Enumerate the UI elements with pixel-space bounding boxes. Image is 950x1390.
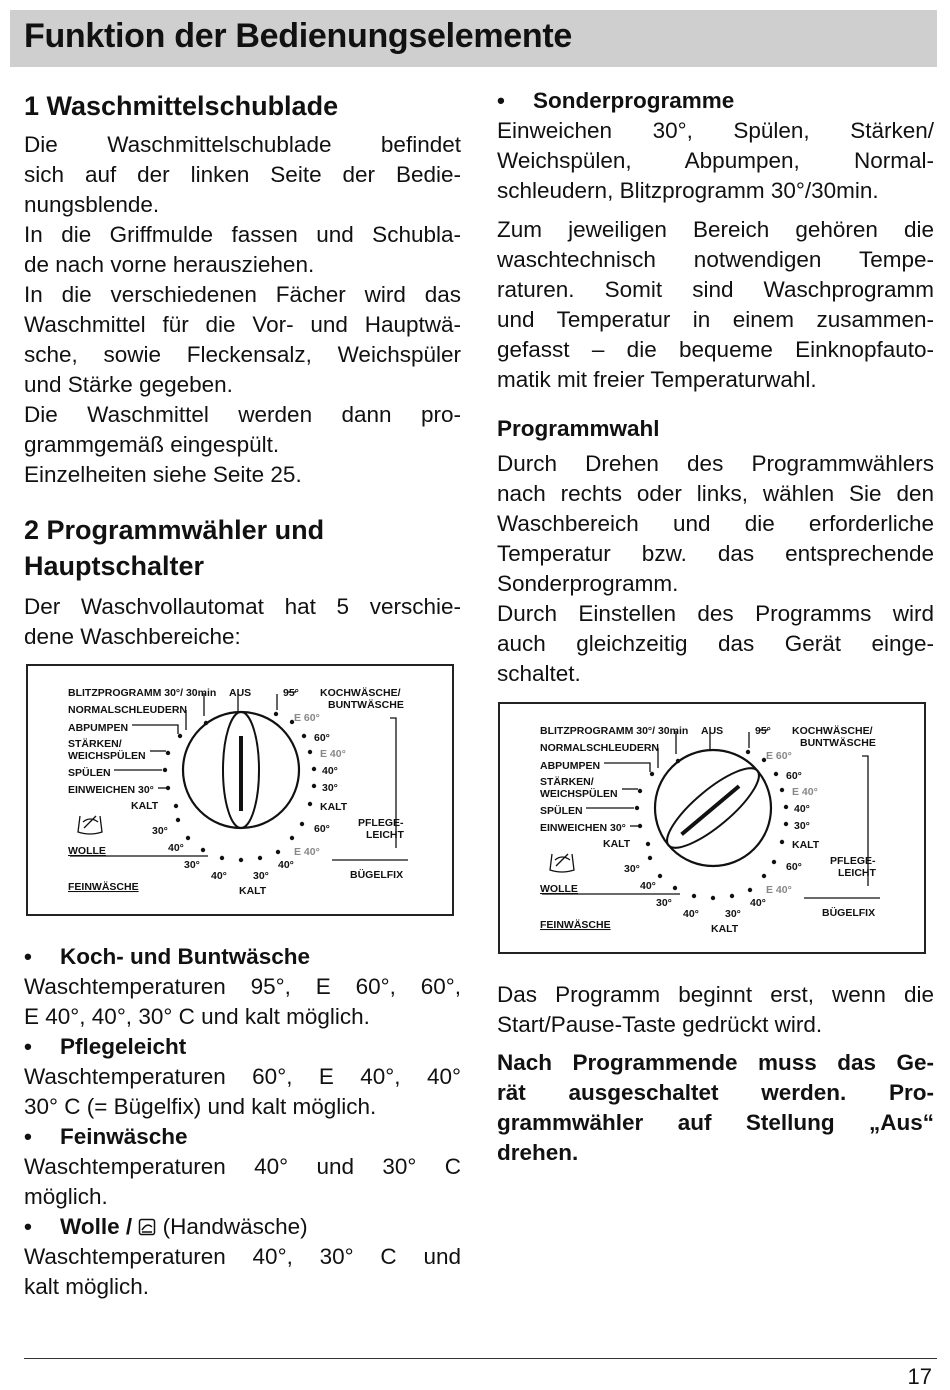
label-aus: AUS xyxy=(701,725,724,737)
label-wolle: WOLLE xyxy=(540,883,578,895)
text-line: Start/Pause-Taste gedrückt wird. xyxy=(497,1012,823,1037)
text-line: Einweichen 30°, Spülen, Stärken/ xyxy=(497,118,934,143)
section2-intro xyxy=(24,592,461,652)
label-normal: NORMALSCHLEUDERN xyxy=(68,704,187,716)
label-staerken1: STÄRKEN/ xyxy=(68,738,122,750)
text-line: Temperatur bzw. das entsprechende xyxy=(497,541,934,566)
label-einweichen: EINWEICHEN 30° xyxy=(540,822,626,834)
sonder-section xyxy=(497,86,934,206)
label-aus: AUS xyxy=(229,687,252,699)
text-line: nungsblende. xyxy=(24,192,160,217)
label-60: 60° xyxy=(314,732,330,744)
text-line: Waschbereich und die erforderliche xyxy=(497,511,934,536)
label-kalt-top: KALT xyxy=(603,838,631,850)
text-line: Durch Einstellen des Programms wird xyxy=(497,601,934,626)
label-staerken2: WEICHSPÜLEN xyxy=(540,788,618,800)
label-kalt-bottom: KALT xyxy=(239,885,267,897)
text-line: waschtechnisch notwendigen Tempe- xyxy=(497,247,934,272)
bereich-paragraph xyxy=(497,215,934,395)
label-40: 40° xyxy=(794,803,810,815)
label-kalt-bottom: KALT xyxy=(711,923,739,935)
label-e40: E 40° xyxy=(320,748,346,760)
text-line: Waschtemperaturen 40° und 30° C xyxy=(24,1154,461,1179)
label-95: 95° xyxy=(283,687,299,699)
label-spuelen: SPÜLEN xyxy=(540,805,583,817)
label-kalt-right: KALT xyxy=(320,801,348,813)
text-line: Waschtemperaturen 60°, E 40°, 40° xyxy=(24,1064,461,1089)
text-line: nach rechts oder links, wählen Sie den xyxy=(497,481,934,506)
label-abpumpen: ABPUMPEN xyxy=(68,722,129,734)
label-30-fein: 30° xyxy=(184,859,200,871)
section1-heading: 1 Waschmittelschublade xyxy=(24,91,339,121)
text-line: matik mit freier Temperaturwahl. xyxy=(497,367,817,392)
label-abpumpen: ABPUMPEN xyxy=(540,760,601,772)
label-30-wolle: 30° xyxy=(624,863,640,875)
program-dial-diagram-selected xyxy=(498,702,926,954)
label-blitz: BLITZPROGRAMM 30°/ 30min xyxy=(540,725,689,737)
label-blitz: BLITZPROGRAMM 30°/ 30min xyxy=(68,687,217,699)
label-pflege2: LEICHT xyxy=(838,867,876,879)
text-line: Waschmittel für die Vor- und Hauptwä- xyxy=(24,312,461,337)
text-line: Zum jeweiligen Bereich gehören die xyxy=(497,217,934,242)
label-40-wolle: 40° xyxy=(640,880,656,892)
label-e60: E 60° xyxy=(766,750,792,762)
label-e40: E 40° xyxy=(792,786,818,798)
label-kalt-right: KALT xyxy=(792,839,820,851)
ausschalten-note xyxy=(497,1048,934,1168)
label-40-pflege: 40° xyxy=(750,897,766,909)
text-line: grammgemäß eingespült. xyxy=(24,432,280,457)
label-40-pflege: 40° xyxy=(278,859,294,871)
text-line: grammwähler auf Stellung „Aus“ xyxy=(497,1110,934,1135)
text-line: sche, sowie Fleckensalz, Weichspüler xyxy=(24,342,461,367)
text-line: kalt möglich. xyxy=(24,1274,150,1299)
bullet-feinwaesche: • Feinwäsche xyxy=(24,1124,188,1149)
text-line: Nach Programmende muss das Ge- xyxy=(497,1050,934,1075)
programmwahl-paragraph xyxy=(497,449,934,689)
label-30-fein: 30° xyxy=(656,897,672,909)
label-e40-pflege: E 40° xyxy=(294,846,320,858)
text-line: Weichspülen, Abpumpen, Normal- xyxy=(497,148,934,173)
text-line: Waschtemperaturen 95°, E 60°, 60°, xyxy=(24,974,461,999)
start-paragraph xyxy=(497,980,934,1040)
dial-svg xyxy=(28,666,452,914)
section1-body xyxy=(24,130,461,490)
dial-svg xyxy=(500,704,924,952)
text-line: schleudern, Blitzprogramm 30°/30min. xyxy=(497,178,879,203)
page-title: Funktion der Bedienungselemente xyxy=(24,17,572,55)
label-60-pflege: 60° xyxy=(314,823,330,835)
text-line: In die verschiedenen Fächer wird das xyxy=(24,282,461,307)
label-30-bottom: 30° xyxy=(253,870,269,882)
label-30: 30° xyxy=(322,782,338,794)
text-line: möglich. xyxy=(24,1184,108,1209)
text-line: gefasst – die bequeme Einknopfauto- xyxy=(497,337,934,362)
label-koch1: KOCHWÄSCHE/ xyxy=(320,687,401,699)
bullet-sonder: • Sonderprogramme xyxy=(497,88,735,113)
label-staerken2: WEICHSPÜLEN xyxy=(68,750,146,762)
label-einweichen: EINWEICHEN 30° xyxy=(68,784,154,796)
text-line: In die Griffmulde fassen und Schubla- xyxy=(24,222,461,247)
page-header xyxy=(10,10,937,67)
text-line: und Temperatur in einem zusammen- xyxy=(497,307,934,332)
bullet-pflegeleicht: • Pflegeleicht xyxy=(24,1034,187,1059)
label-40-fein: 40° xyxy=(683,908,699,920)
label-pflege1: PFLEGE- xyxy=(830,855,876,867)
bullet-koch: • Koch- und Buntwäsche xyxy=(24,944,311,969)
label-60-pflege: 60° xyxy=(786,861,802,873)
text-line: drehen. xyxy=(497,1140,579,1165)
label-feinwaesche: FEINWÄSCHE xyxy=(540,919,611,931)
text-line: sich auf der linken Seite der Bedie- xyxy=(24,162,461,187)
label-koch1: KOCHWÄSCHE/ xyxy=(792,725,873,737)
label-wolle: WOLLE xyxy=(68,845,106,857)
text-line: de nach vorne herausziehen. xyxy=(24,252,315,277)
bullet-wolle: • Wolle / (Handwäsche) xyxy=(24,1214,308,1239)
label-buegelfix: BÜGELFIX xyxy=(350,869,404,881)
section2-heading-line2: Hauptschalter xyxy=(24,551,205,581)
text-line: Waschtemperaturen 40°, 30° C und xyxy=(24,1244,461,1269)
label-95: 95° xyxy=(755,725,771,737)
label-30-wolle: 30° xyxy=(152,825,168,837)
text-line: Die Waschmittel werden dann pro- xyxy=(24,402,461,427)
label-koch2: BUNTWÄSCHE xyxy=(328,699,404,711)
label-kalt-top: KALT xyxy=(131,800,159,812)
text-line: und Stärke gegeben. xyxy=(24,372,233,397)
text-line: Die Waschmittelschublade befindet xyxy=(24,132,461,157)
waschbereiche-list xyxy=(24,942,461,1302)
program-dial-diagram-aus xyxy=(26,664,454,916)
text-line: Durch Drehen des Programmwählers xyxy=(497,451,934,476)
programmwahl-heading: Programmwahl xyxy=(497,416,660,441)
handwash-icon xyxy=(78,816,102,834)
handwash-icon xyxy=(138,1218,156,1236)
text-line: 30° C (= Bügelfix) und kalt möglich. xyxy=(24,1094,377,1119)
label-30-bottom: 30° xyxy=(725,908,741,920)
text-line: Der Waschvollautomat hat 5 verschie- xyxy=(24,594,461,619)
label-40: 40° xyxy=(322,765,338,777)
text-line: Sonderprogramm. xyxy=(497,571,679,596)
label-normal: NORMALSCHLEUDERN xyxy=(540,742,659,754)
label-pflege2: LEICHT xyxy=(366,829,404,841)
label-e60: E 60° xyxy=(294,712,320,724)
text-line: E 40°, 40°, 30° C und kalt möglich. xyxy=(24,1004,370,1029)
label-pflege1: PFLEGE- xyxy=(358,817,404,829)
label-spuelen: SPÜLEN xyxy=(68,767,111,779)
label-40-fein: 40° xyxy=(211,870,227,882)
text-line: schaltet. xyxy=(497,661,581,686)
footer-divider xyxy=(24,1358,937,1359)
text-line: rät ausgeschaltet werden. Pro- xyxy=(497,1080,934,1105)
label-staerken1: STÄRKEN/ xyxy=(540,776,594,788)
handwash-icon xyxy=(550,854,574,872)
dial-leaders xyxy=(542,730,880,898)
page-number: 17 xyxy=(907,1364,932,1389)
label-koch2: BUNTWÄSCHE xyxy=(800,737,876,749)
text-line: auch gleichzeitig das Gerät einge- xyxy=(497,631,934,656)
text-line: raturen. Somit sind Waschprogramm xyxy=(497,277,934,302)
text-line: Einzelheiten siehe Seite 25. xyxy=(24,462,302,487)
label-60: 60° xyxy=(786,770,802,782)
label-feinwaesche: FEINWÄSCHE xyxy=(68,881,139,893)
section2-heading-line1: 2 Programmwähler und xyxy=(24,515,325,545)
label-e40-pflege: E 40° xyxy=(766,884,792,896)
text-line: dene Waschbereiche: xyxy=(24,624,241,649)
label-40-wolle: 40° xyxy=(168,842,184,854)
dial-pointer xyxy=(682,786,739,834)
label-buegelfix: BÜGELFIX xyxy=(822,907,876,919)
text-line: Das Programm beginnt erst, wenn die xyxy=(497,982,934,1007)
label-30: 30° xyxy=(794,820,810,832)
